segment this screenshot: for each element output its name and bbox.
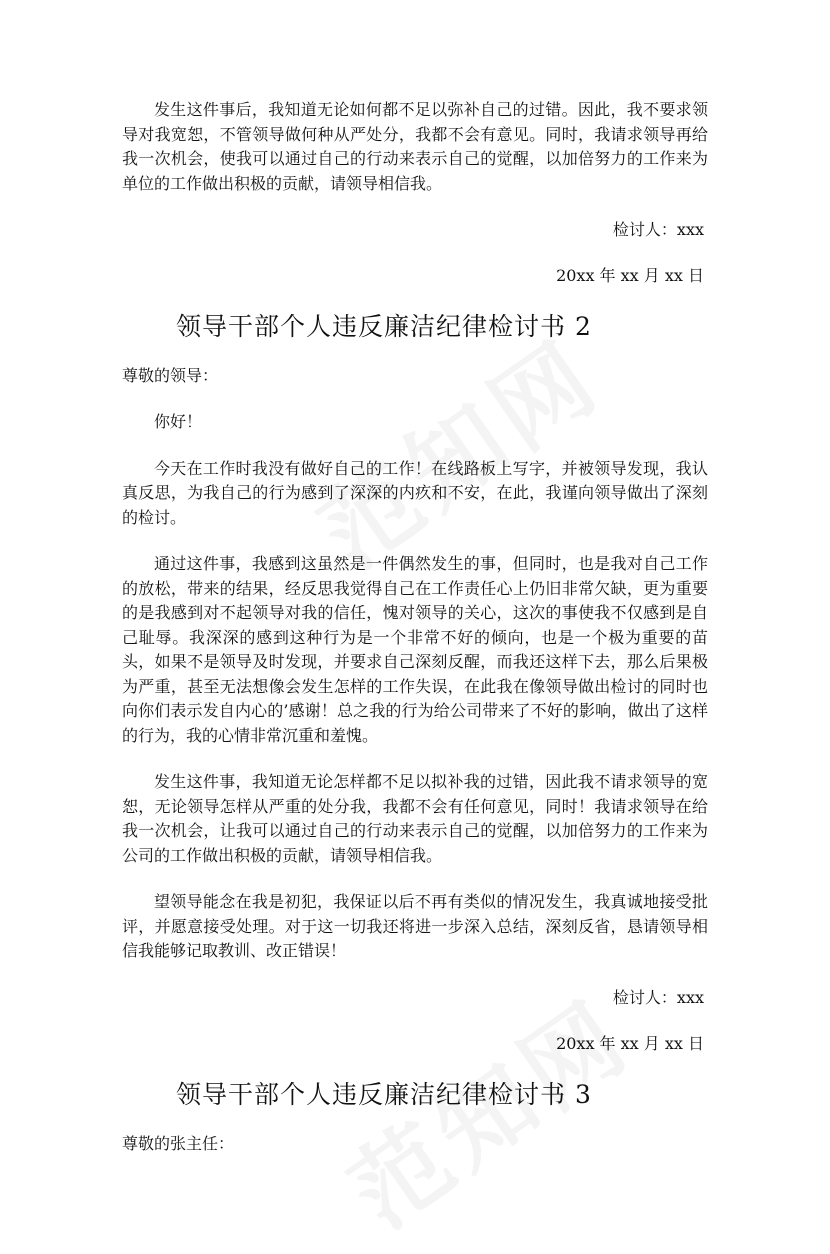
- signature: 检讨人：xxx: [612, 220, 704, 239]
- date: 20xx 年 xx 月 xx 日: [556, 1033, 704, 1053]
- paragraph: 今天在工作时我没有做好自己的工作！在线路板上写字，并被领导发现，我认真反思，为我自己的行为感到了深深的内疚和不安，在此，我谨向领导做出了深刻的检讨。: [122, 458, 708, 527]
- date: 20xx 年 xx 月 xx 日: [556, 266, 704, 285]
- greeting: 你好！: [154, 412, 203, 431]
- paragraph: 通过这件事，我感到这虽然是一件偶然发生的事，但同时，也是我对自己工作的放松，带来的结果，经反思我觉得自己在工作责任心上仍旧非常欠缺，更为重要的是我感到对不起领导对我的信任，愧对领导的关心，这次的事使我不仅感到是自己耻辱。我深深的感到这种行为是一个非常不好的倾向，也是一个极为重要的苗头，如果不是领导及时发现，并要求自己深刻反醒，而我还这样下去，那么后果极为严重，甚至无法想像会发生怎样的工作失误，在此我在像领导做出检讨的同时也向你们表示发自内心的’感谢！总之我的行为给公司带来了不好的影响，做出了这样的行为，我的心情非常沉重和羞愧。: [122, 554, 708, 745]
- signature: 检讨人：xxx: [612, 987, 704, 1007]
- paragraph: 发生这件事后，我知道无论如何都不足以弥补自己的过错。因此，我不要求领导对我宽恕，不管领导做何种从严处分，我都不会有意见。同时，我请求领导再给我一次机会，使我可以通过自己的行动来表示自己的觉醒，以加倍努力的工作来为单位的工作做出积极的贡献，请领导相信我。: [122, 100, 708, 193]
- salutation: 尊敬的张主任：: [122, 1133, 235, 1153]
- salutation: 尊敬的领导：: [122, 366, 219, 385]
- section-title: 领导干部个人违反廉洁纪律检讨书 3: [176, 1079, 592, 1109]
- section-title: 领导干部个人违反廉洁纪律检讨书 2: [176, 312, 592, 341]
- document-body: [122, 98, 708, 1178]
- paragraph: 望领导能念在我是初犯，我保证以后不再有类似的情况发生，我真诚地接受批评，并愿意接受处理。对于这一切我还将进一步深入总结，深刻反省，恳请领导相信我能够记取教训、改正错误！: [122, 892, 708, 960]
- paragraph: 发生这件事，我知道无论怎样都不足以拟补我的过错，因此我不请求领导的宽恕，无论领导怎样从严重的处分我，我都不会有任何意见，同时！我请求领导在给我一次机会，让我可以通过自己的行动来表示自己的觉醒，以加倍努力的工作来为公司的工作做出积极的贡献，请领导相信我。: [122, 772, 708, 865]
